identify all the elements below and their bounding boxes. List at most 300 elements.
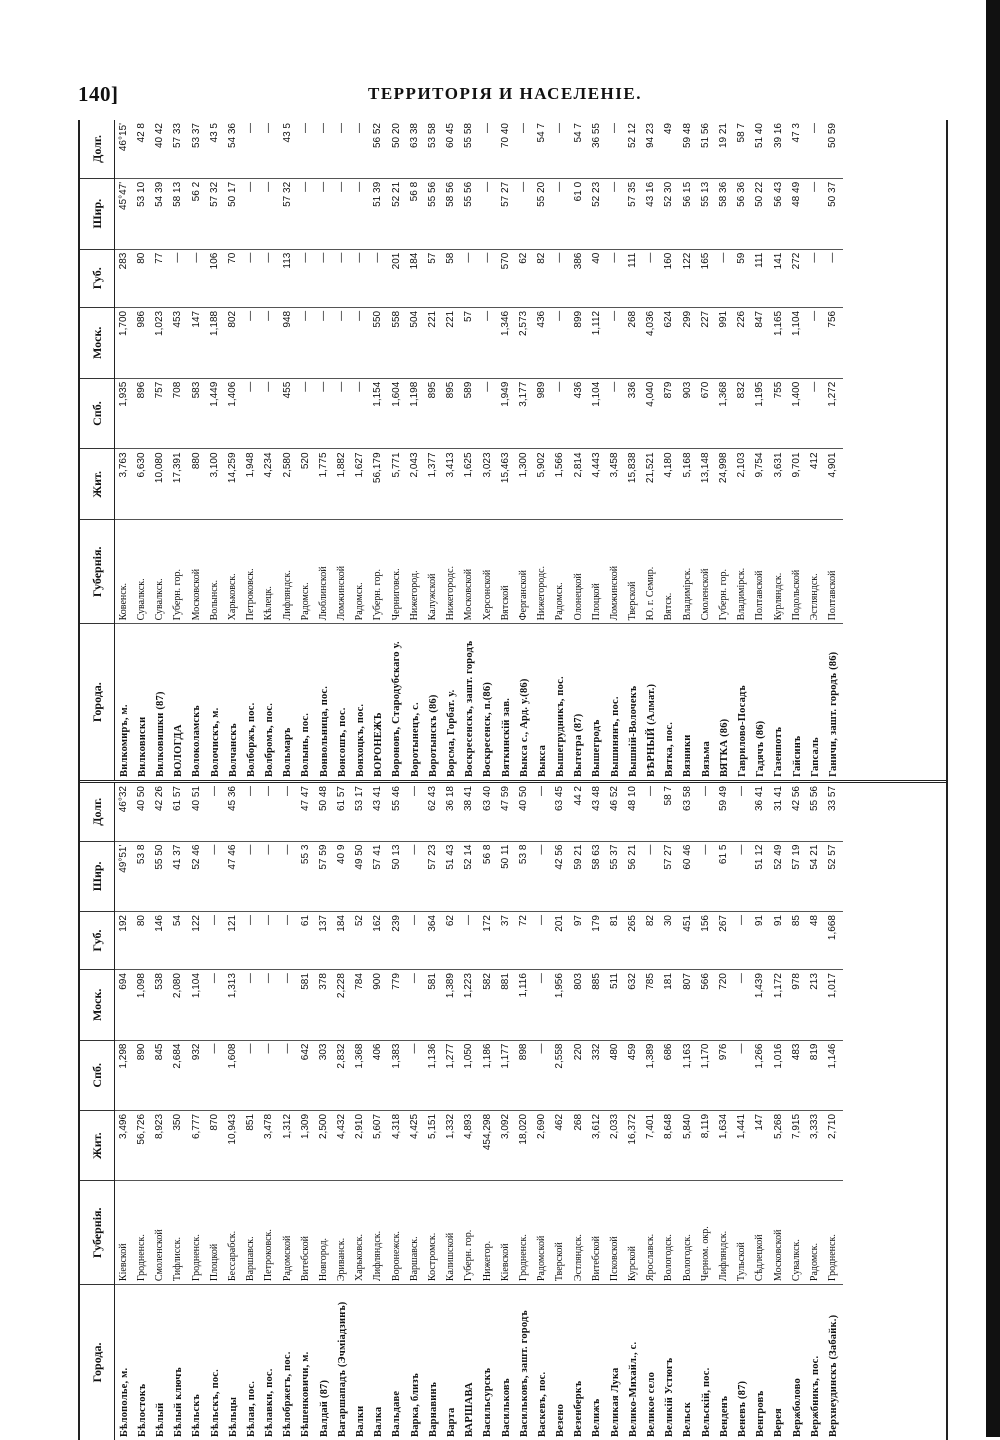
population-cell: 3,092 xyxy=(497,1110,515,1180)
table-row xyxy=(770,783,788,1440)
latitude-cell: 55 56 xyxy=(424,178,442,249)
latitude-cell: 57 59 xyxy=(315,841,333,911)
longitude-cell: — xyxy=(317,123,329,133)
province-cell: Калишской xyxy=(442,1181,460,1285)
city-cell: Гаврилово-Посадъ xyxy=(733,624,751,780)
dist-gub-cell: 160 xyxy=(661,249,679,307)
latitude-cell: 57 23 xyxy=(424,841,442,911)
latitude-cell: 55 20 xyxy=(533,178,551,249)
table-row xyxy=(115,783,134,1440)
province-cell: Ломжинской xyxy=(606,520,624,624)
table-row xyxy=(188,783,206,1440)
dist-spb-cell: 989 xyxy=(533,378,551,449)
dist-moscow-cell: — xyxy=(533,970,551,1040)
province-cell: Ярославск. xyxy=(642,1181,660,1285)
latitude-cell: 40 9 xyxy=(333,841,351,911)
province-cell: Вятск. xyxy=(661,520,679,624)
latitude-cell: 48 49 xyxy=(788,178,806,249)
longitude-cell: 50 20 xyxy=(390,123,402,149)
city-cell: Вельск xyxy=(679,1285,697,1440)
dist-moscow-cell: 802 xyxy=(224,307,242,378)
dist-spb-cell: 1,146 xyxy=(824,1040,842,1110)
population-cell: 454,298 xyxy=(479,1110,497,1180)
longitude-cell: 94 23 xyxy=(645,123,657,149)
city-cell: Бѣлый xyxy=(151,1285,169,1440)
population-cell: 21,521 xyxy=(642,449,660,520)
dist-moscow-cell: 4,036 xyxy=(642,307,660,378)
dist-gub-cell: — xyxy=(733,912,751,970)
province-cell: Смоленской xyxy=(697,520,715,624)
province-cell: Нижегородс. xyxy=(442,520,460,624)
dist-spb-cell: — xyxy=(261,378,279,449)
dist-moscow-cell: 803 xyxy=(570,970,588,1040)
dist-moscow-cell: 558 xyxy=(388,307,406,378)
latitude-cell: — xyxy=(733,841,751,911)
table-row xyxy=(388,783,406,1440)
dist-moscow-cell: 978 xyxy=(788,970,806,1040)
dist-moscow-cell: 1,346 xyxy=(497,307,515,378)
population-cell: 4,432 xyxy=(333,1110,351,1180)
province-cell: Псковской xyxy=(606,1181,624,1285)
dist-gub-cell: — xyxy=(552,249,570,307)
dist-moscow-cell: 1,017 xyxy=(824,970,842,1040)
table-row xyxy=(224,120,242,780)
dist-spb-cell: 589 xyxy=(461,378,479,449)
city-cell: Ганичи, зашт. городъ (86) xyxy=(824,624,842,780)
province-cell: Гродненск. xyxy=(824,1181,842,1285)
city-cell: Вержболово xyxy=(788,1285,806,1440)
city-cell: Вонвольница, пос. xyxy=(315,624,333,780)
table-row xyxy=(570,783,588,1440)
longitude-cell: — xyxy=(517,123,529,133)
population-cell: 412 xyxy=(806,449,824,520)
dist-spb-cell: 1,389 xyxy=(642,1040,660,1110)
dist-moscow-cell: — xyxy=(333,307,351,378)
longitude-cell: 43 5 xyxy=(281,123,293,143)
longitude-cell: — xyxy=(481,123,493,133)
population-cell: 3,496 xyxy=(115,1110,134,1180)
dist-moscow-cell: — xyxy=(406,970,424,1040)
table-row xyxy=(442,120,460,780)
population-cell: 3,763 xyxy=(115,449,134,520)
longitude-cell: 43 48 xyxy=(590,786,602,812)
dist-spb-cell: 1,195 xyxy=(752,378,770,449)
dist-spb-cell: 3,177 xyxy=(515,378,533,449)
dist-moscow-cell: 1,116 xyxy=(515,970,533,1040)
longitude-cell: — xyxy=(808,123,820,133)
dist-gub-cell: — xyxy=(188,249,206,307)
population-cell: 3,478 xyxy=(261,1110,279,1180)
dist-spb-cell: 879 xyxy=(661,378,679,449)
longitude-cell: 48 10 xyxy=(627,786,639,812)
dist-gub-cell: 451 xyxy=(679,912,697,970)
city-cell: Велико-Михайл., с. xyxy=(624,1285,642,1440)
city-cell: Бѣльцы xyxy=(224,1285,242,1440)
dist-gub-cell: — xyxy=(806,249,824,307)
province-cell: Радомск. xyxy=(806,1181,824,1285)
population-cell: 4,180 xyxy=(661,449,679,520)
longitude-cell: 40 50 xyxy=(136,786,148,812)
dist-moscow-cell: 1,223 xyxy=(461,970,479,1040)
population-cell: 851 xyxy=(242,1110,260,1180)
population-cell: 18,020 xyxy=(515,1110,533,1180)
dist-spb-cell: — xyxy=(606,378,624,449)
latitude-cell: — xyxy=(806,178,824,249)
longitude-cell: 62 43 xyxy=(427,786,439,812)
city-cell: Великое село xyxy=(642,1285,660,1440)
dist-gub-cell: 91 xyxy=(770,912,788,970)
dist-spb-cell: 832 xyxy=(733,378,751,449)
province-cell: Плоцкой xyxy=(206,1181,224,1285)
table-row xyxy=(133,783,151,1440)
longitude-cell: 42 26 xyxy=(154,786,166,812)
dist-gub-cell: — xyxy=(715,249,733,307)
population-cell: 870 xyxy=(206,1110,224,1180)
latitude-cell: 53 10 xyxy=(133,178,151,249)
city-cell: Вилковишки (87) xyxy=(151,624,169,780)
table-row xyxy=(679,783,697,1440)
population-cell: 6,630 xyxy=(133,449,151,520)
dist-spb-cell: 2,684 xyxy=(170,1040,188,1110)
dist-spb-cell: — xyxy=(533,1040,551,1110)
province-cell: Кіевской xyxy=(115,1181,134,1285)
city-cell: Вязьма xyxy=(697,624,715,780)
longitude-cell: 50 59 xyxy=(827,123,839,149)
population-cell: 880 xyxy=(188,449,206,520)
dist-moscow-cell: 2,080 xyxy=(170,970,188,1040)
dist-moscow-cell: — xyxy=(297,307,315,378)
city-cell: Великій Устюгъ xyxy=(661,1285,679,1440)
table-row xyxy=(661,783,679,1440)
dist-moscow-cell: — xyxy=(351,307,369,378)
col-header-longitude: Долг. xyxy=(80,783,115,841)
longitude-cell: 46°32 xyxy=(117,786,129,813)
dist-spb-cell: — xyxy=(552,378,570,449)
city-cell: Вышегродъ xyxy=(588,624,606,780)
city-cell: Вышній-Волочекъ xyxy=(624,624,642,780)
dist-gub-cell: — xyxy=(279,912,297,970)
population-cell: 1,948 xyxy=(242,449,260,520)
dist-gub-cell: 77 xyxy=(151,249,169,307)
page-number: 140] xyxy=(78,82,119,106)
city-cell: Васкевъ, пос. xyxy=(533,1285,551,1440)
province-cell: Радомск. xyxy=(552,520,570,624)
latitude-cell: 58 13 xyxy=(170,178,188,249)
population-cell: 5,607 xyxy=(370,1110,388,1180)
population-cell: 15,838 xyxy=(624,449,642,520)
province-cell: Московской xyxy=(461,520,479,624)
longitude-cell: 70 40 xyxy=(499,123,511,149)
latitude-cell: 42 56 xyxy=(552,841,570,911)
latitude-cell: 56 8 xyxy=(406,178,424,249)
longitude-cell: — xyxy=(245,786,257,796)
dist-spb-cell: 1,935 xyxy=(115,378,134,449)
latitude-cell: 53 8 xyxy=(133,841,151,911)
city-cell: Вышинянъ, пос. xyxy=(606,624,624,780)
population-cell: 5,771 xyxy=(388,449,406,520)
col-header-dist-moscow: Моск. xyxy=(80,970,115,1040)
latitude-cell: — xyxy=(479,178,497,249)
province-cell: Гродненск. xyxy=(188,1181,206,1285)
latitude-cell: — xyxy=(261,178,279,249)
province-cell: Тверской xyxy=(624,520,642,624)
dist-moscow-cell: 2,228 xyxy=(333,970,351,1040)
dist-moscow-cell: 221 xyxy=(424,307,442,378)
province-cell: Петроковск. xyxy=(242,520,260,624)
table-row xyxy=(133,120,151,780)
dist-spb-cell: 895 xyxy=(442,378,460,449)
latitude-cell: 45°47' xyxy=(115,178,134,249)
city-cell: Вороновъ, Стародубскаго у. xyxy=(388,624,406,780)
dist-spb-cell: — xyxy=(315,378,333,449)
latitude-cell: 52 49 xyxy=(770,841,788,911)
population-cell: 4,425 xyxy=(406,1110,424,1180)
dist-moscow-cell: 226 xyxy=(733,307,751,378)
latitude-cell: 50 13 xyxy=(388,841,406,911)
col-header-city: Города. xyxy=(80,624,115,780)
province-cell: Тульской xyxy=(733,1181,751,1285)
dist-gub-cell: 91 xyxy=(752,912,770,970)
province-cell: Новгород. xyxy=(315,1181,333,1285)
table-row xyxy=(624,120,642,780)
dist-moscow-cell: 181 xyxy=(661,970,679,1040)
dist-spb-cell: — xyxy=(479,378,497,449)
dist-spb-cell: 898 xyxy=(515,1040,533,1110)
province-cell: Вологодск. xyxy=(661,1181,679,1285)
population-cell: 7,915 xyxy=(788,1110,806,1180)
population-cell: 1,634 xyxy=(715,1110,733,1180)
population-cell: 3,631 xyxy=(770,449,788,520)
table-row xyxy=(424,120,442,780)
dist-spb-cell: — xyxy=(351,378,369,449)
dist-spb-cell: 406 xyxy=(370,1040,388,1110)
dist-moscow-cell: 1,165 xyxy=(770,307,788,378)
dist-spb-cell: 483 xyxy=(788,1040,806,1110)
table-row xyxy=(752,783,770,1440)
table-row xyxy=(552,783,570,1440)
dist-gub-cell: 156 xyxy=(697,912,715,970)
dist-spb-cell: — xyxy=(242,378,260,449)
dist-spb-cell: 845 xyxy=(151,1040,169,1110)
province-cell: Воронежск. xyxy=(388,1181,406,1285)
population-cell: 2,033 xyxy=(606,1110,624,1180)
table-row xyxy=(788,120,806,780)
longitude-cell: 31 41 xyxy=(772,786,784,812)
city-cell: Воскресенскъ, зашт. городъ xyxy=(461,624,479,780)
population-cell: 1,300 xyxy=(515,449,533,520)
population-cell: 1,332 xyxy=(442,1110,460,1180)
longitude-cell: — xyxy=(263,123,275,133)
dist-moscow-cell: 1,023 xyxy=(151,307,169,378)
province-cell: Радомской xyxy=(279,1181,297,1285)
longitude-cell: 47 3 xyxy=(790,123,802,143)
province-cell: Херсонской xyxy=(479,520,497,624)
longitude-cell: 43 41 xyxy=(372,786,384,812)
longitude-cell: — xyxy=(299,123,311,133)
province-cell: Радомской xyxy=(533,1181,551,1285)
province-cell: Радомск. xyxy=(297,520,315,624)
city-cell: Вельскій, пос. xyxy=(697,1285,715,1440)
population-cell: 5,268 xyxy=(770,1110,788,1180)
population-cell: 9,701 xyxy=(788,449,806,520)
dist-gub-cell: 72 xyxy=(515,912,533,970)
latitude-cell: 55 50 xyxy=(151,841,169,911)
dist-moscow-cell: 227 xyxy=(697,307,715,378)
dist-moscow-cell: 566 xyxy=(697,970,715,1040)
table-row xyxy=(479,783,497,1440)
latitude-cell: 50 22 xyxy=(752,178,770,249)
dist-moscow-cell: 900 xyxy=(370,970,388,1040)
province-cell: Эстляндск. xyxy=(570,1181,588,1285)
dist-spb-cell: 1,050 xyxy=(461,1040,479,1110)
latitude-cell: 49°51' xyxy=(115,841,134,911)
dist-gub-cell: 70 xyxy=(224,249,242,307)
dist-gub-cell: — xyxy=(461,249,479,307)
dist-moscow-cell: 1,313 xyxy=(224,970,242,1040)
population-cell: 17,391 xyxy=(170,449,188,520)
latitude-cell: 51 12 xyxy=(752,841,770,911)
city-cell: Волборжъ, пос. xyxy=(242,624,260,780)
table-row xyxy=(242,783,260,1440)
population-cell: 4,234 xyxy=(261,449,279,520)
longitude-cell: — xyxy=(736,786,748,796)
dist-spb-cell: 1,104 xyxy=(588,378,606,449)
dist-spb-cell: 1,277 xyxy=(442,1040,460,1110)
dist-moscow-cell: 436 xyxy=(533,307,551,378)
longitude-cell: 52 12 xyxy=(627,123,639,149)
dist-spb-cell: 1,177 xyxy=(497,1040,515,1110)
table-row xyxy=(606,120,624,780)
dist-spb-cell: 303 xyxy=(315,1040,333,1110)
population-cell: 56,726 xyxy=(133,1110,151,1180)
city-cell: Бѣлобржегъ, пос. xyxy=(279,1285,297,1440)
dist-spb-cell: — xyxy=(279,1040,297,1110)
population-cell: 8,648 xyxy=(661,1110,679,1180)
longitude-cell: — xyxy=(354,123,366,133)
population-cell: 2,580 xyxy=(279,449,297,520)
longitude-cell: 40 50 xyxy=(517,786,529,812)
longitude-cell: 55 58 xyxy=(463,123,475,149)
dist-gub-cell: — xyxy=(170,249,188,307)
latitude-cell: 55 56 xyxy=(461,178,479,249)
city-cell: Вилковиски xyxy=(133,624,151,780)
table-row xyxy=(151,120,169,780)
dist-gub-cell: — xyxy=(351,249,369,307)
longitude-cell: 49 xyxy=(663,123,675,135)
dist-spb-cell: — xyxy=(406,1040,424,1110)
dist-moscow-cell: 378 xyxy=(315,970,333,1040)
population-cell: 13,148 xyxy=(697,449,715,520)
longitude-cell: 19 21 xyxy=(718,123,730,149)
longitude-cell: 55 46 xyxy=(390,786,402,812)
longitude-cell: 54 7 xyxy=(536,123,548,143)
population-cell: 2,043 xyxy=(406,449,424,520)
city-cell: Гапсаль xyxy=(806,624,824,780)
city-cell: Вагаршападъ (Эчміадзинъ) xyxy=(333,1285,351,1440)
dist-gub-cell: 54 xyxy=(170,912,188,970)
table-row xyxy=(661,120,679,780)
dist-gub-cell: 122 xyxy=(188,912,206,970)
longitude-cell: 46°15' xyxy=(117,123,129,152)
dist-gub-cell: — xyxy=(242,249,260,307)
dist-gub-cell: — xyxy=(461,912,479,970)
table-row xyxy=(642,783,660,1440)
longitude-cell: 50 48 xyxy=(317,786,329,812)
longitude-cell: — xyxy=(208,786,220,796)
latitude-cell: 52 23 xyxy=(588,178,606,249)
latitude-cell: 56 36 xyxy=(733,178,751,249)
province-cell: Нижегородс. xyxy=(533,520,551,624)
city-cell: Бѣльскъ, пос. xyxy=(206,1285,224,1440)
province-cell: Тверской xyxy=(552,1181,570,1285)
province-cell: Ферганской xyxy=(515,520,533,624)
province-cell: Нижегород. xyxy=(406,520,424,624)
province-cell: Курляндск. xyxy=(770,520,788,624)
population-cell: 4,443 xyxy=(588,449,606,520)
latitude-cell: 61 0 xyxy=(570,178,588,249)
dist-moscow-cell: 550 xyxy=(370,307,388,378)
longitude-cell: 54 36 xyxy=(226,123,238,149)
longitude-cell: — xyxy=(608,123,620,133)
latitude-cell: 54 21 xyxy=(806,841,824,911)
latitude-cell: 58 56 xyxy=(442,178,460,249)
city-cell: Волочискъ, м. xyxy=(206,624,224,780)
city-cell: ВОЛОГДА xyxy=(170,624,188,780)
population-cell: 1,566 xyxy=(552,449,570,520)
longitude-cell: — xyxy=(536,786,548,796)
population-cell: 462 xyxy=(552,1110,570,1180)
gazetteer-tables xyxy=(78,120,948,1440)
dist-gub-cell: 121 xyxy=(224,912,242,970)
dist-spb-cell: 755 xyxy=(770,378,788,449)
dist-gub-cell: 30 xyxy=(661,912,679,970)
dist-moscow-cell: 785 xyxy=(642,970,660,1040)
province-cell: Эриванск. xyxy=(333,1181,351,1285)
col-header-latitude: Шир. xyxy=(80,841,115,911)
city-cell: Верея xyxy=(770,1285,788,1440)
dist-spb-cell: 436 xyxy=(570,378,588,449)
population-cell: 1,627 xyxy=(351,449,369,520)
dist-spb-cell: 1,272 xyxy=(824,378,842,449)
table-row xyxy=(697,783,715,1440)
dist-moscow-cell: 991 xyxy=(715,307,733,378)
dist-spb-cell: 1,406 xyxy=(224,378,242,449)
dist-gub-cell: 570 xyxy=(497,249,515,307)
city-cell: Варта xyxy=(442,1285,460,1440)
latitude-cell: 50 17 xyxy=(224,178,242,249)
province-cell: Олонецкой xyxy=(570,520,588,624)
population-cell: 7,401 xyxy=(642,1110,660,1180)
province-cell: Губерн. гор. xyxy=(715,520,733,624)
city-cell: Гайсинъ xyxy=(788,624,806,780)
table-row xyxy=(533,783,551,1440)
dist-moscow-cell: 268 xyxy=(624,307,642,378)
city-cell: Бѣлая, пос. xyxy=(242,1285,260,1440)
dist-gub-cell: 179 xyxy=(588,912,606,970)
province-cell: Лифляндск. xyxy=(279,520,297,624)
latitude-cell: — xyxy=(515,178,533,249)
province-cell: Кіевской xyxy=(497,1181,515,1285)
city-cell: Валки xyxy=(351,1285,369,1440)
province-cell: Нижегор. xyxy=(479,1181,497,1285)
table-row xyxy=(824,120,842,780)
dist-gub-cell: — xyxy=(642,249,660,307)
province-cell: Харьковск. xyxy=(224,520,242,624)
city-cell: ВОРОНЕЖЪ xyxy=(370,624,388,780)
population-cell: 350 xyxy=(170,1110,188,1180)
col-header-dist-gub: Губ. xyxy=(80,912,115,970)
longitude-cell: 53 37 xyxy=(190,123,202,149)
